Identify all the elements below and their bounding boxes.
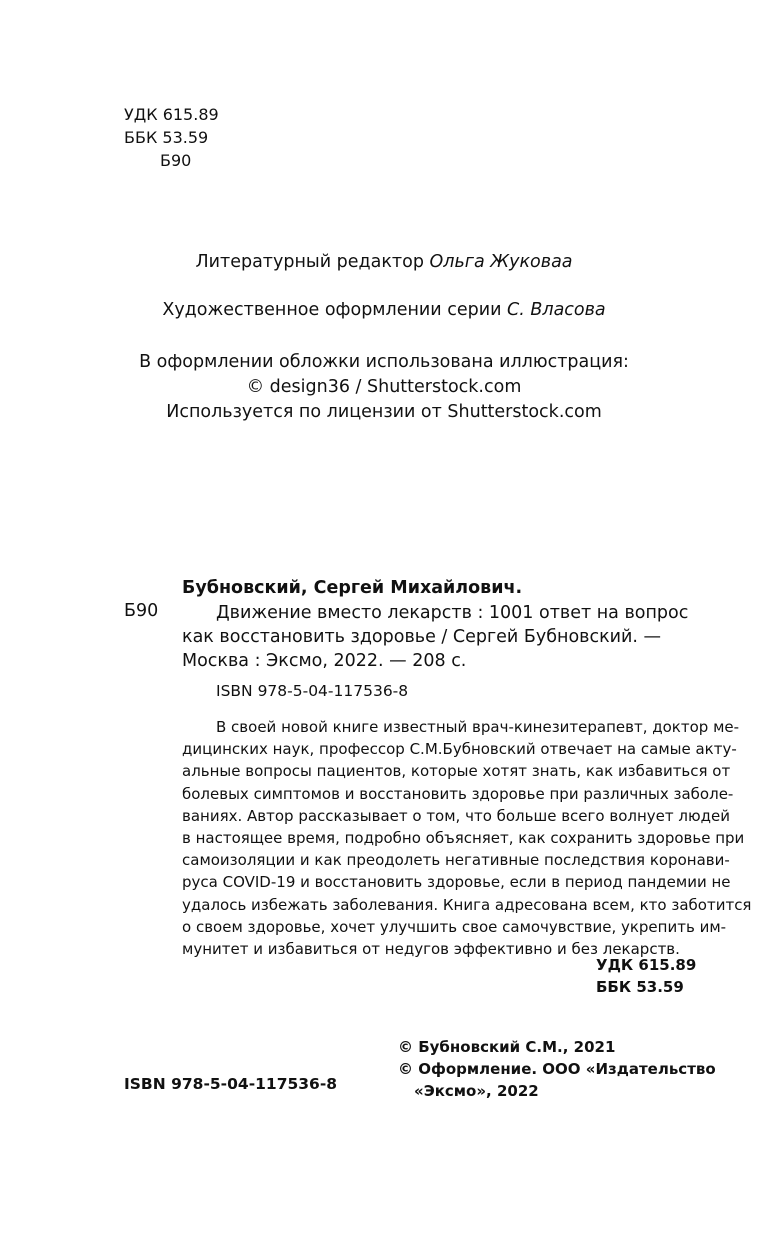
annotation: [182, 716, 752, 960]
series-design-credit: [0, 300, 768, 320]
annotation-line: удалось избежать заболевания. Книга адресована всем, кто заботится: [182, 895, 752, 914]
annotation-line: руса COVID-19 и восстановить здоровье, если в период пандемии не: [182, 873, 731, 892]
author-heading: Бубновский, Сергей Михайлович.: [182, 578, 523, 598]
copyright-line: © Бубновский С.М., 2021: [398, 1038, 616, 1056]
bibliographic-code: Б90: [124, 601, 159, 621]
annotation-line: болевых симптомов и восстановить здоровье при различных заболе-: [182, 784, 734, 803]
udk-code: УДК 615.89: [596, 956, 697, 974]
annotation-line: дицинских наук, профессор С.М.Бубновский отвечает на самые акту-: [182, 740, 737, 759]
classification-top: [124, 103, 219, 172]
illustration-line: © design36 / Shutterstock.com: [246, 377, 522, 397]
illustration-line: Используется по лицензии от Shutterstock.com: [166, 402, 602, 422]
udk-code: УДК 615.89: [124, 105, 219, 124]
isbn-bottom: ISBN 978-5-04-117536-8: [124, 1075, 338, 1093]
copyright-line: © Оформление. ООО «Издательство: [398, 1060, 716, 1078]
title-line: Движение вместо лекарств : 1001 ответ на вопрос: [216, 603, 689, 623]
title-line: Москва : Эксмо, 2022. — 208 с.: [182, 651, 467, 671]
annotation-line: самоизоляции и как преодолеть негативные последствия коронави-: [182, 851, 730, 870]
title-line: как восстановить здоровье / Сергей Бубновский. —: [182, 627, 662, 647]
annotation-line: в настоящее время, подробно объясняет, как сохранить здоровье при: [182, 828, 745, 847]
bibliographic-description: [182, 601, 688, 673]
illustration-line: В оформлении обложки использована иллюстрация:: [139, 352, 629, 372]
annotation-line: ваниях. Автор рассказывает о том, что больше всего волнует людей: [182, 806, 730, 825]
copyright-line: «Эксмо», 2022: [414, 1082, 539, 1100]
copyright-block: [398, 1036, 716, 1102]
annotation-line: мунитет и избавиться от недугов эффективно и без лекарств.: [182, 939, 680, 958]
literary-editor-credit: [0, 252, 768, 272]
author-mark: Б90: [160, 151, 192, 170]
bbk-code: ББК 53.59: [124, 128, 209, 147]
annotation-line: альные вопросы пациентов, которые хотят знать, как избавиться от: [182, 762, 731, 781]
design-label: Художественное оформлении серии: [162, 300, 508, 320]
annotation-line: В своей новой книге известный врач-кинезитерапевт, доктор ме-: [216, 718, 740, 736]
editor-name: Ольга Жуковаа: [429, 252, 573, 272]
editor-label: Литературный редактор: [195, 252, 430, 272]
designer-name: С. Власова: [507, 300, 606, 320]
isbn-entry: ISBN 978-5-04-117536-8: [216, 682, 409, 700]
classification-bottom: [596, 954, 696, 998]
illustration-credit: [0, 350, 768, 425]
bbk-code: ББК 53.59: [596, 978, 684, 996]
annotation-line: о своем здоровье, хочет улучшить свое самочувствие, укрепить им-: [182, 917, 727, 936]
